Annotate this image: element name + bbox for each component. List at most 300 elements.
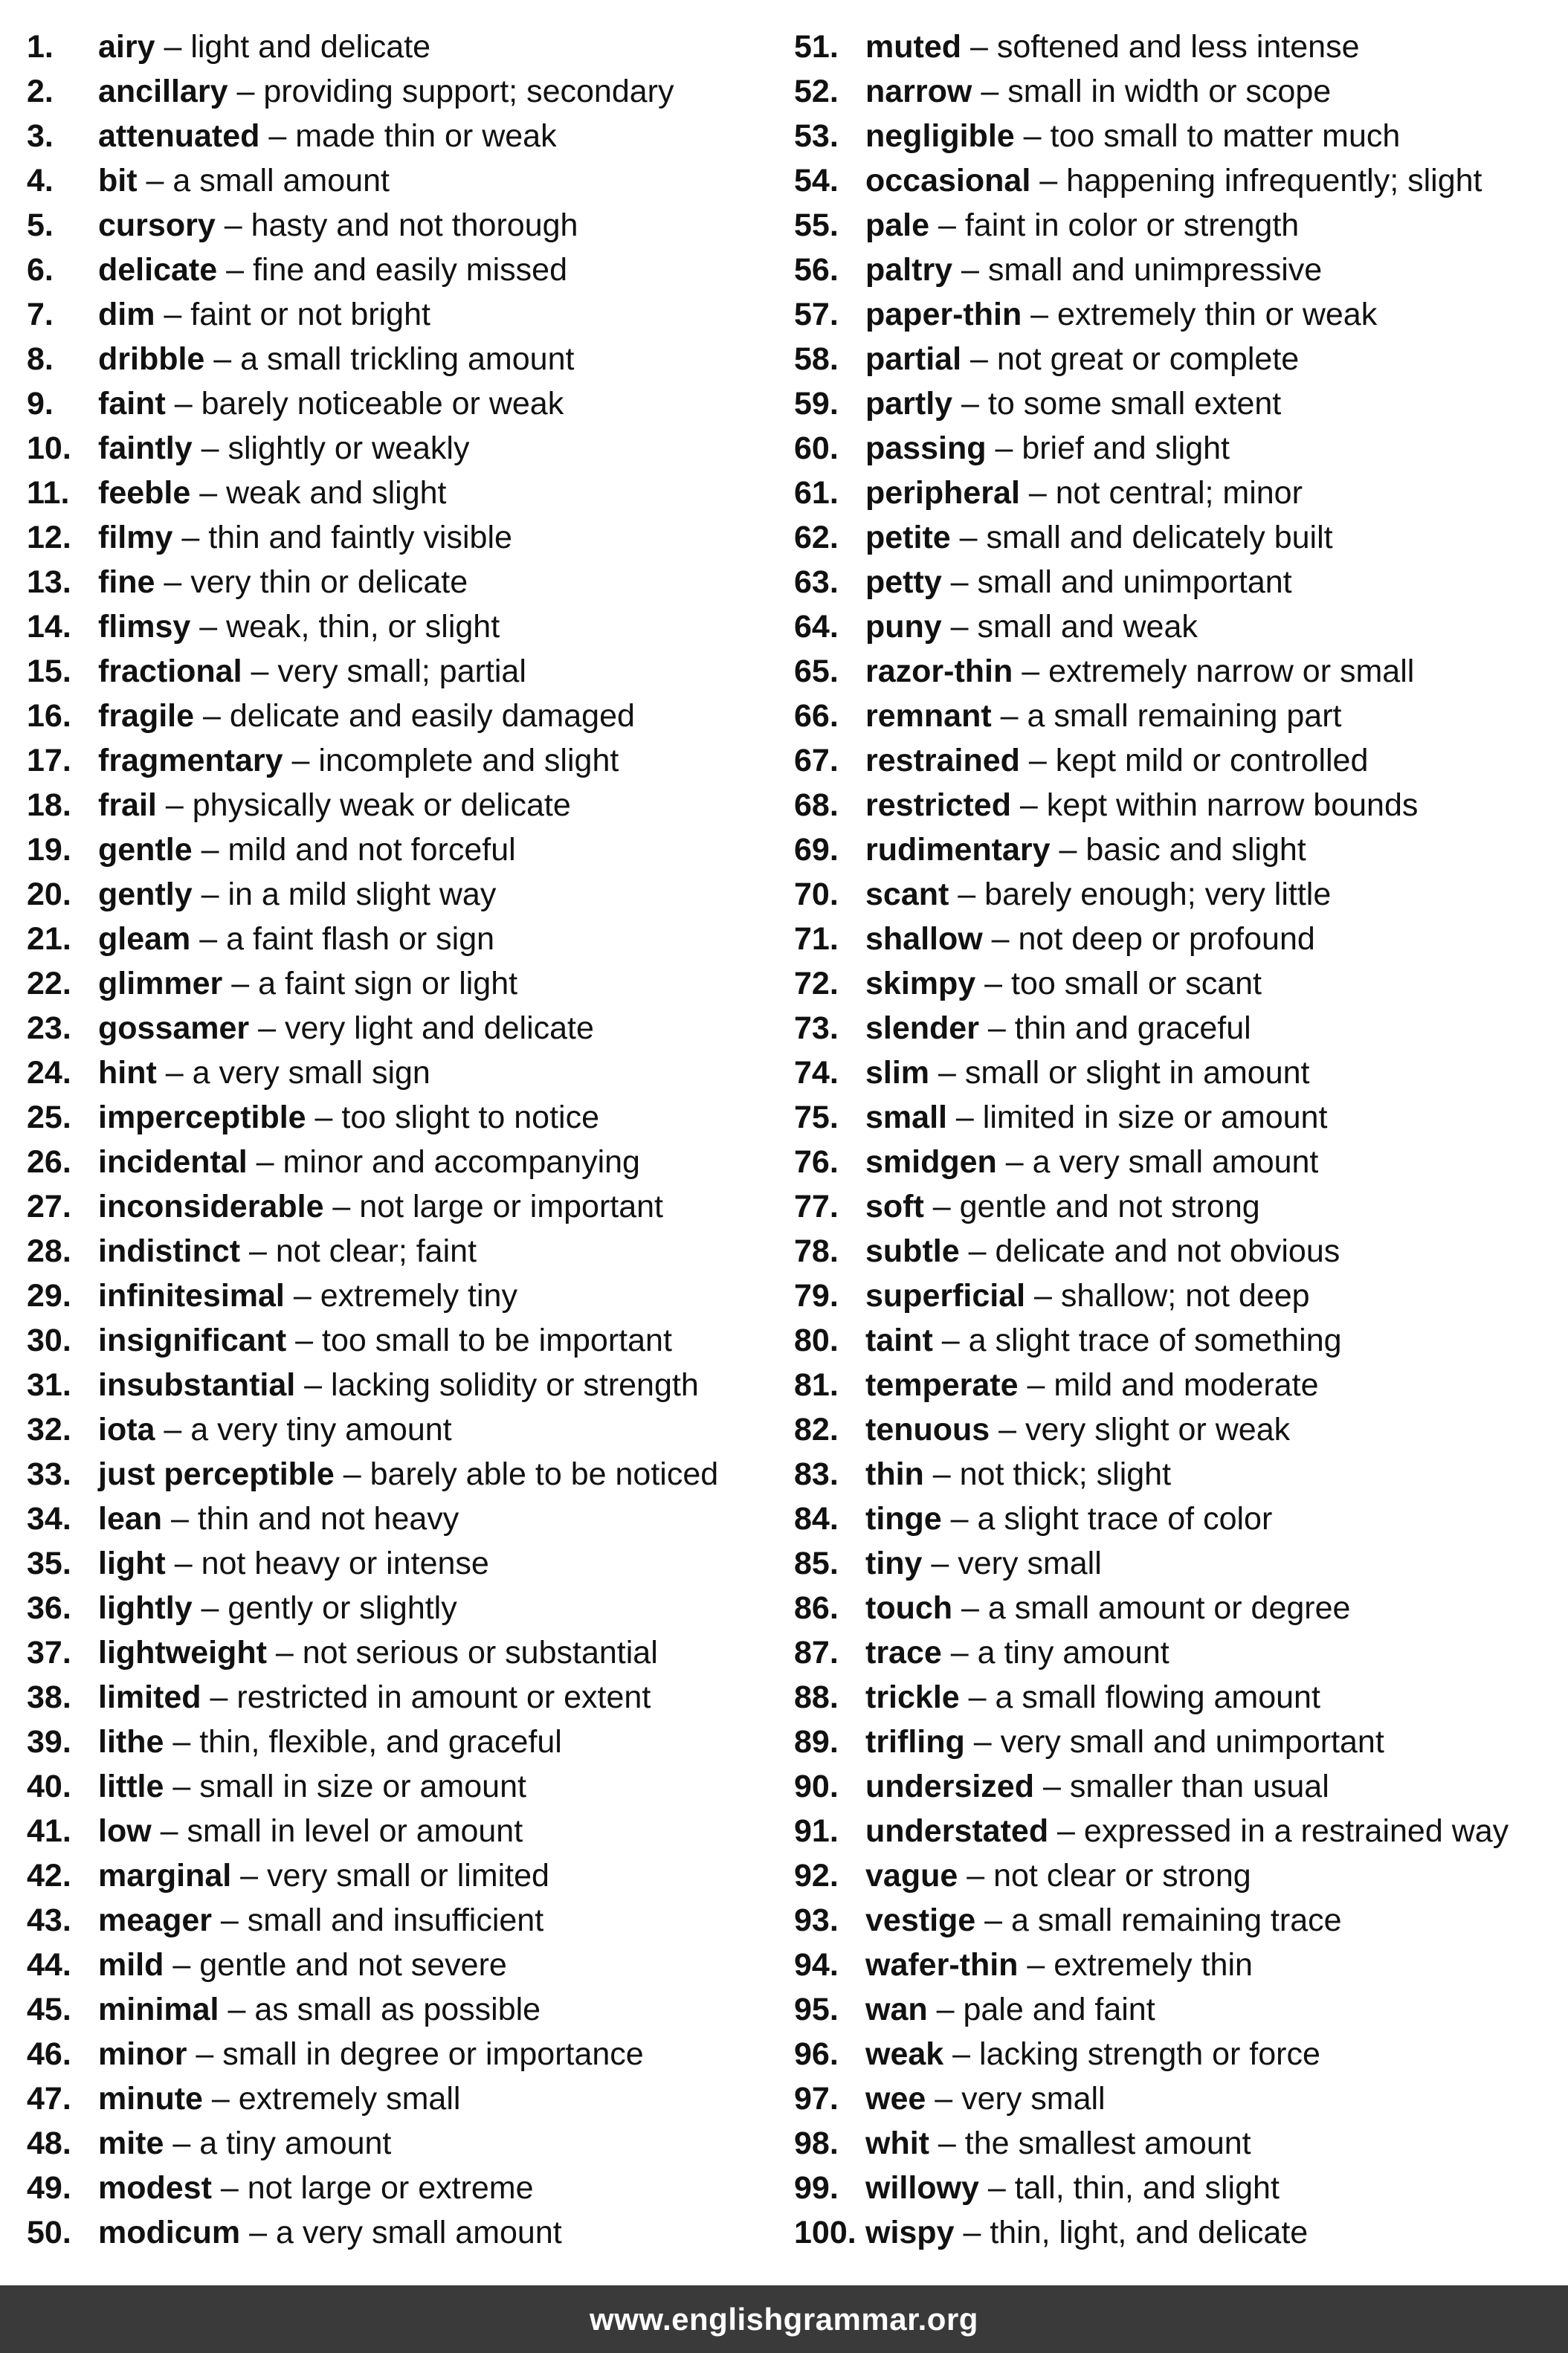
- item-number: 32.: [27, 1412, 71, 1447]
- item-definition: extremely tiny: [320, 1278, 517, 1314]
- item-word: fractional: [98, 653, 242, 689]
- item-separator: –: [1014, 118, 1051, 154]
- item-number: 72.: [794, 966, 839, 1001]
- item-word: vague: [865, 1858, 958, 1894]
- item-separator: –: [165, 386, 201, 422]
- item-word: trace: [865, 1635, 942, 1671]
- item-separator: –: [959, 1233, 996, 1269]
- item-word: restrained: [865, 743, 1020, 778]
- item-word: lean: [98, 1501, 163, 1537]
- item-definition: not clear; faint: [275, 1233, 477, 1269]
- list-item: [27, 2032, 785, 2076]
- item-separator: –: [192, 832, 228, 868]
- list-item: [794, 560, 1560, 604]
- item-number: 50.: [27, 2215, 71, 2250]
- item-number: 65.: [794, 653, 839, 689]
- list-item: [794, 738, 1560, 783]
- item-number: 74.: [794, 1055, 839, 1091]
- item-word: rudimentary: [865, 832, 1051, 868]
- item-word: fragile: [98, 698, 195, 734]
- list-item: [794, 1943, 1560, 1987]
- item-number: 4.: [27, 163, 54, 198]
- item-definition: very small; partial: [277, 653, 526, 689]
- list-item: [27, 2076, 785, 2121]
- list-item: [27, 1184, 785, 1229]
- item-separator: –: [211, 1902, 248, 1938]
- item-definition: hasty and not thorough: [251, 207, 578, 243]
- item-number: 8.: [27, 341, 54, 377]
- item-number: 43.: [27, 1902, 71, 1938]
- item-separator: –: [187, 2036, 223, 2072]
- list-item: [794, 1764, 1560, 1809]
- item-separator: –: [952, 386, 988, 422]
- item-number: 22.: [27, 966, 71, 1001]
- item-word: airy: [98, 29, 155, 65]
- item-number: 15.: [27, 653, 71, 689]
- item-separator: –: [215, 207, 251, 243]
- item-separator: –: [306, 1100, 342, 1135]
- list-item: [794, 1229, 1560, 1274]
- item-definition: softened and less intense: [996, 29, 1360, 65]
- item-separator: –: [240, 1233, 276, 1269]
- item-definition: a small remaining trace: [1011, 1902, 1342, 1938]
- item-word: minor: [98, 2036, 187, 2072]
- item-definition: fine and easily missed: [252, 252, 568, 288]
- item-separator: –: [1018, 1947, 1054, 1983]
- item-definition: made thin or weak: [295, 118, 557, 154]
- item-number: 69.: [794, 832, 839, 868]
- list-item: [794, 1318, 1560, 1363]
- list-item: [27, 1318, 785, 1363]
- item-number: 46.: [27, 2036, 71, 2072]
- item-separator: –: [202, 2081, 239, 2117]
- item-number: 49.: [27, 2170, 71, 2206]
- item-word: lithe: [98, 1724, 164, 1760]
- item-word: thin: [865, 1456, 924, 1492]
- item-definition: small and weak: [977, 609, 1198, 645]
- item-word: dim: [98, 297, 155, 332]
- item-definition: pale and faint: [963, 1992, 1155, 2027]
- list-item: [794, 515, 1560, 560]
- list-item: [794, 1675, 1560, 1720]
- item-number: 38.: [27, 1679, 71, 1715]
- item-word: whit: [865, 2126, 929, 2161]
- item-definition: not central; minor: [1055, 475, 1303, 511]
- item-separator: –: [1019, 743, 1056, 778]
- item-word: small: [865, 1100, 947, 1135]
- list-item: [27, 1407, 785, 1452]
- item-number: 13.: [27, 564, 71, 600]
- item-separator: –: [194, 698, 230, 734]
- item-word: willowy: [865, 2170, 979, 2206]
- item-word: faint: [98, 386, 166, 422]
- item-definition: minor and accompanying: [283, 1144, 640, 1180]
- item-separator: –: [972, 74, 1008, 109]
- item-word: slim: [865, 1055, 930, 1091]
- item-number: 3.: [27, 118, 54, 154]
- item-separator: –: [155, 564, 191, 600]
- item-word: taint: [865, 1323, 933, 1358]
- item-word: partial: [865, 341, 962, 377]
- list-item: [27, 961, 785, 1006]
- item-separator: –: [162, 1501, 198, 1537]
- item-word: marginal: [98, 1858, 232, 1894]
- item-number: 41.: [27, 1813, 71, 1849]
- item-number: 86.: [794, 1590, 839, 1626]
- item-word: glimmer: [98, 966, 223, 1001]
- list-item: [27, 292, 785, 337]
- list-item: [27, 560, 785, 604]
- item-separator: –: [958, 1858, 994, 1894]
- list-item: [27, 827, 785, 872]
- list-item: [794, 1006, 1560, 1050]
- item-separator: –: [334, 1456, 370, 1492]
- item-number: 11.: [27, 475, 70, 511]
- item-separator: –: [156, 1055, 193, 1091]
- item-definition: a small amount or degree: [987, 1590, 1351, 1626]
- item-word: petite: [865, 520, 951, 555]
- item-definition: very light and delicate: [284, 1010, 594, 1046]
- list-item: [794, 1497, 1560, 1541]
- item-number: 81.: [794, 1367, 839, 1403]
- item-separator: –: [192, 877, 228, 912]
- list-item: [794, 114, 1560, 158]
- item-definition: a tiny amount: [199, 2126, 392, 2161]
- item-word: superficial: [865, 1278, 1026, 1314]
- item-number: 28.: [27, 1233, 71, 1269]
- list-item: [794, 69, 1560, 114]
- item-separator: –: [164, 1947, 200, 1983]
- item-definition: a small remaining part: [1027, 698, 1342, 734]
- list-item: [27, 1809, 785, 1853]
- item-number: 45.: [27, 1992, 71, 2027]
- item-definition: faint in color or strength: [964, 207, 1300, 243]
- item-separator: –: [211, 2170, 248, 2206]
- list-item: [27, 471, 785, 515]
- list-item: [27, 1586, 785, 1630]
- item-number: 44.: [27, 1947, 71, 1983]
- item-number: 84.: [794, 1501, 839, 1537]
- item-number: 12.: [27, 520, 71, 555]
- item-definition: a very small sign: [192, 1055, 430, 1091]
- item-separator: –: [204, 341, 241, 377]
- item-number: 94.: [794, 1947, 839, 1983]
- item-definition: too small to be important: [322, 1323, 672, 1358]
- item-number: 23.: [27, 1010, 71, 1046]
- item-number: 20.: [27, 877, 71, 912]
- item-definition: small and unimpressive: [987, 252, 1323, 288]
- item-separator: –: [1034, 1769, 1070, 1804]
- item-number: 67.: [794, 743, 839, 778]
- item-separator: –: [259, 118, 296, 154]
- item-number: 31.: [27, 1367, 71, 1403]
- item-word: indistinct: [98, 1233, 241, 1269]
- item-separator: –: [219, 1992, 255, 2027]
- list-item: [27, 114, 785, 158]
- item-definition: a very small amount: [1032, 1144, 1319, 1180]
- item-word: negligible: [865, 118, 1015, 154]
- item-separator: –: [1013, 653, 1049, 689]
- item-definition: a very small amount: [275, 2215, 562, 2250]
- list-item: [27, 248, 785, 292]
- item-definition: a tiny amount: [977, 1635, 1169, 1671]
- item-number: 83.: [794, 1456, 839, 1492]
- item-word: mite: [98, 2126, 164, 2161]
- list-item: [794, 1452, 1560, 1497]
- list-item: [27, 1095, 785, 1140]
- item-definition: not clear or strong: [993, 1858, 1251, 1894]
- item-word: razor-thin: [865, 653, 1013, 689]
- list-item: [27, 426, 785, 471]
- item-word: occasional: [865, 163, 1031, 198]
- item-number: 98.: [794, 2126, 839, 2161]
- item-definition: a small flowing amount: [995, 1679, 1320, 1715]
- item-separator: –: [249, 1010, 285, 1046]
- item-number: 55.: [794, 207, 839, 243]
- item-number: 73.: [794, 1010, 839, 1046]
- item-number: 95.: [794, 1992, 839, 2027]
- item-definition: delicate and not obvious: [995, 1233, 1340, 1269]
- word-list-column-right: [794, 25, 1560, 2255]
- list-item: [794, 827, 1560, 872]
- item-separator: –: [975, 966, 1012, 1001]
- item-definition: smaller than usual: [1069, 1769, 1329, 1804]
- item-separator: –: [165, 1546, 201, 1581]
- item-number: 60.: [794, 430, 839, 466]
- item-number: 35.: [27, 1546, 71, 1581]
- item-separator: –: [190, 475, 227, 511]
- list-item: [794, 604, 1560, 649]
- item-definition: small in size or amount: [199, 1769, 526, 1804]
- item-number: 97.: [794, 2081, 839, 2117]
- item-definition: limited in size or amount: [982, 1100, 1328, 1135]
- item-number: 10.: [27, 430, 71, 466]
- list-item: [27, 1630, 785, 1675]
- item-definition: very slight or weak: [1025, 1412, 1291, 1447]
- item-word: hint: [98, 1055, 157, 1091]
- item-definition: thin and faintly visible: [208, 520, 512, 555]
- item-separator: –: [1018, 1367, 1054, 1403]
- item-number: 17.: [27, 743, 71, 778]
- item-word: frail: [98, 787, 157, 823]
- item-word: incidental: [98, 1144, 248, 1180]
- list-item: [27, 1541, 785, 1586]
- list-item: [27, 1363, 785, 1407]
- list-item: [794, 1050, 1560, 1095]
- item-number: 33.: [27, 1456, 71, 1492]
- item-number: 53.: [794, 118, 839, 154]
- item-number: 51.: [794, 29, 839, 65]
- list-item: [27, 203, 785, 248]
- list-item: [27, 649, 785, 694]
- list-item: [27, 1229, 785, 1274]
- item-word: insubstantial: [98, 1367, 296, 1403]
- list-item: [27, 1050, 785, 1095]
- item-definition: small or slight in amount: [964, 1055, 1310, 1091]
- item-number: 7.: [27, 297, 54, 332]
- item-definition: not large or important: [359, 1189, 664, 1224]
- item-definition: not deep or profound: [1018, 921, 1315, 957]
- list-item: [794, 248, 1560, 292]
- item-number: 14.: [27, 609, 71, 645]
- list-item: [27, 381, 785, 426]
- item-word: attenuated: [98, 118, 260, 154]
- list-item: [27, 1274, 785, 1318]
- list-item: [27, 158, 785, 203]
- item-definition: extremely small: [238, 2081, 461, 2117]
- list-item: [794, 2121, 1560, 2166]
- item-separator: –: [155, 29, 191, 65]
- list-item: [27, 1853, 785, 1898]
- item-separator: –: [954, 2215, 990, 2250]
- item-number: 93.: [794, 1902, 839, 1938]
- item-definition: the smallest amount: [964, 2126, 1251, 2161]
- item-definition: barely able to be noticed: [370, 1456, 719, 1492]
- item-separator: –: [283, 743, 319, 778]
- item-definition: not thick; slight: [959, 1456, 1172, 1492]
- item-separator: –: [932, 1323, 969, 1358]
- list-item: [27, 604, 785, 649]
- item-definition: kept within narrow bounds: [1046, 787, 1419, 823]
- item-separator: –: [923, 1189, 960, 1224]
- item-definition: mild and moderate: [1054, 1367, 1319, 1403]
- list-item: [794, 1586, 1560, 1630]
- list-item: [794, 426, 1560, 471]
- item-number: 30.: [27, 1323, 71, 1358]
- item-number: 29.: [27, 1278, 71, 1314]
- item-number: 16.: [27, 698, 71, 734]
- item-separator: –: [164, 1769, 200, 1804]
- item-separator: –: [943, 2036, 980, 2072]
- item-separator: –: [929, 2126, 965, 2161]
- item-word: smidgen: [865, 1144, 997, 1180]
- item-definition: a slight trace of something: [968, 1323, 1342, 1358]
- item-word: minute: [98, 2081, 203, 2117]
- item-word: delicate: [98, 252, 218, 288]
- item-separator: –: [961, 341, 997, 377]
- item-word: skimpy: [865, 966, 976, 1001]
- item-separator: –: [941, 609, 978, 645]
- list-item: [27, 515, 785, 560]
- item-separator: –: [228, 74, 264, 109]
- item-number: 18.: [27, 787, 71, 823]
- footer-website-url[interactable]: www.englishgrammar.org: [590, 2301, 978, 2337]
- list-item: [794, 961, 1560, 1006]
- item-definition: to some small extent: [987, 386, 1282, 422]
- item-separator: –: [286, 1323, 323, 1358]
- item-number: 25.: [27, 1100, 71, 1135]
- item-definition: providing support; secondary: [263, 74, 674, 109]
- item-word: tiny: [865, 1546, 923, 1581]
- item-definition: extremely thin: [1054, 1947, 1253, 1983]
- item-definition: not large or extreme: [247, 2170, 534, 2206]
- item-number: 88.: [794, 1679, 839, 1715]
- item-word: soft: [865, 1189, 924, 1224]
- item-definition: very small and unimportant: [1000, 1724, 1384, 1760]
- item-word: wan: [865, 1992, 928, 2027]
- list-item: [794, 694, 1560, 738]
- item-separator: –: [1030, 163, 1067, 198]
- item-definition: restricted in amount or extent: [236, 1679, 651, 1715]
- item-definition: small in degree or importance: [222, 2036, 644, 2072]
- item-definition: very small: [958, 1546, 1102, 1581]
- item-word: light: [98, 1546, 166, 1581]
- list-item: [794, 1140, 1560, 1184]
- item-word: gleam: [98, 921, 191, 957]
- item-word: tenuous: [865, 1412, 990, 1447]
- list-item: [794, 471, 1560, 515]
- list-item: [794, 1809, 1560, 1853]
- item-separator: –: [923, 1456, 960, 1492]
- list-item: [794, 2032, 1560, 2076]
- item-word: tinge: [865, 1501, 942, 1537]
- item-definition: too small or scant: [1011, 966, 1262, 1001]
- item-definition: tall, thin, and slight: [1014, 2170, 1280, 2206]
- item-separator: –: [240, 2215, 276, 2250]
- item-word: restricted: [865, 787, 1011, 823]
- item-definition: a faint flash or sign: [226, 921, 495, 957]
- item-separator: –: [231, 1858, 268, 1894]
- item-word: passing: [865, 430, 987, 466]
- list-item: [27, 872, 785, 917]
- item-definition: thin and graceful: [1014, 1010, 1251, 1046]
- item-separator: –: [950, 520, 987, 555]
- item-separator: –: [1019, 475, 1056, 511]
- item-separator: –: [949, 877, 985, 912]
- item-word: modicum: [98, 2215, 241, 2250]
- word-list-column-left: [27, 25, 785, 2255]
- item-number: 89.: [794, 1724, 839, 1760]
- item-word: limited: [98, 1679, 201, 1715]
- item-number: 59.: [794, 386, 839, 422]
- item-word: low: [98, 1813, 152, 1849]
- item-separator: –: [192, 430, 228, 466]
- list-item: [27, 1006, 785, 1050]
- item-number: 37.: [27, 1635, 71, 1671]
- item-definition: very thin or delicate: [190, 564, 468, 600]
- item-number: 78.: [794, 1233, 839, 1269]
- item-separator: –: [986, 430, 1022, 466]
- item-definition: as small as possible: [254, 1992, 541, 2027]
- list-item: [27, 917, 785, 961]
- item-word: shallow: [865, 921, 983, 957]
- item-definition: in a mild slight way: [228, 877, 497, 912]
- list-item: [794, 649, 1560, 694]
- item-word: bit: [98, 163, 138, 198]
- item-definition: shallow; not deep: [1060, 1278, 1310, 1314]
- item-number: 39.: [27, 1724, 71, 1760]
- list-item: [27, 1764, 785, 1809]
- list-item: [794, 1407, 1560, 1452]
- item-separator: –: [1010, 787, 1047, 823]
- item-word: minimal: [98, 1992, 219, 2027]
- item-definition: a small amount: [172, 163, 390, 198]
- item-word: wispy: [865, 2215, 955, 2250]
- item-word: wafer-thin: [865, 1947, 1019, 1983]
- item-separator: –: [964, 1724, 1001, 1760]
- item-separator: –: [172, 520, 209, 555]
- item-definition: barely enough; very little: [984, 877, 1332, 912]
- item-number: 80.: [794, 1323, 839, 1358]
- item-definition: extremely thin or weak: [1057, 297, 1378, 332]
- item-word: weak: [865, 2036, 944, 2072]
- list-item: [27, 1140, 785, 1184]
- item-separator: –: [952, 252, 988, 288]
- item-number: 21.: [27, 921, 71, 957]
- list-item: [794, 1720, 1560, 1764]
- item-number: 64.: [794, 609, 839, 645]
- item-definition: delicate and easily damaged: [229, 698, 635, 734]
